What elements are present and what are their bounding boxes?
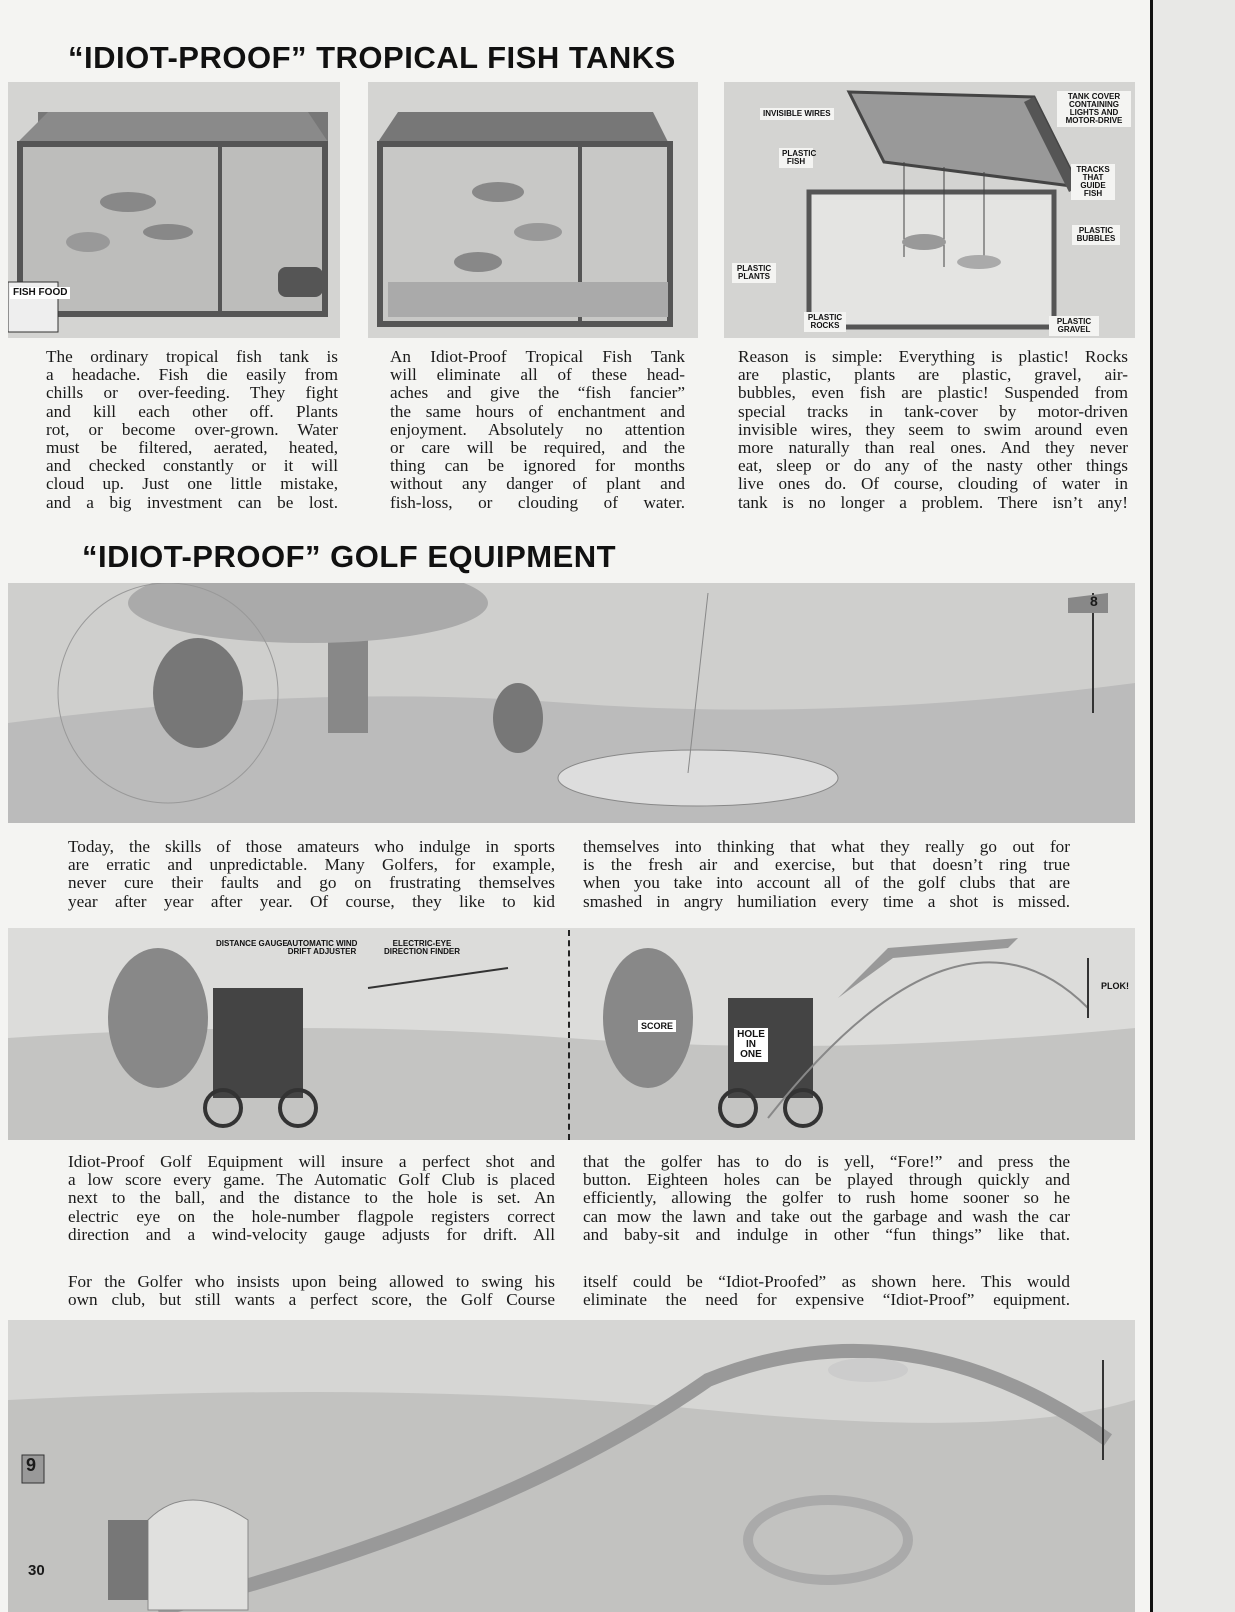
text-line: direction and a wind-velocity gauge adjusts for drift. All <box>68 1224 555 1244</box>
golf-text-3-col-1 <box>68 1273 555 1309</box>
text-line: Reason is simple: Everything is plastic! Rocks <box>738 347 1128 366</box>
text-line: the same hours of enchantment and <box>390 401 685 421</box>
plastic-plants-label: PLASTIC PLANTS <box>732 263 776 283</box>
text-line: that the golfer has to do is yell, “Fore!” and press the <box>583 1152 1070 1171</box>
text-line: invisible wires, they seem to swim around even <box>738 419 1128 439</box>
plastic-fish-tank-diagram <box>724 82 1135 338</box>
text-line: The ordinary tropical fish tank is <box>46 347 338 366</box>
text-line: next to the ball, and the distance to the hole is set. An <box>68 1188 555 1208</box>
golf-text-3-col-2 <box>583 1273 1070 1309</box>
text-line: can mow the lawn and take out the garbage and wash the car <box>583 1206 1070 1226</box>
text-line: must be filtered, aerated, heated, <box>46 438 338 458</box>
text-line: tank is no longer a problem. There isn’t any! <box>738 492 1128 512</box>
text-line: when you take into account all of the golf clubs that are <box>583 873 1070 893</box>
fish-section-title: “IDIOT-PROOF” TROPICAL FISH TANKS <box>68 40 676 75</box>
text-line: is the fresh air and exercise, but that doesn’t ring true <box>583 855 1070 875</box>
flag-number: 8 <box>1090 593 1098 609</box>
text-line: For the Golfer who insists upon being allowed to swing his <box>68 1272 555 1291</box>
text-line: and baby-sit and indulge in other “fun things” like that. <box>583 1224 1070 1244</box>
plastic-bubbles-label: PLASTIC BUBBLES <box>1072 225 1120 245</box>
text-line: are plastic, plants are plastic, gravel, air- <box>738 365 1128 385</box>
plok-sound-text: PLOK! <box>1101 981 1129 991</box>
electric-eye-label: ELECTRIC-EYE DIRECTION FINDER <box>384 939 460 956</box>
fish-text-col-3 <box>738 348 1128 512</box>
text-line: efficiently, allowing the golfer to rush home sooner so he <box>583 1188 1070 1208</box>
distance-gauge-label: DISTANCE GAUGE <box>216 939 288 948</box>
golf-text-2-col-2 <box>583 1153 1070 1244</box>
text-line: An Idiot-Proof Tropical Fish Tank <box>390 347 685 366</box>
text-line: fish-loss, or clouding of water. <box>390 492 685 512</box>
automatic-golf-club-illustration <box>8 928 1135 1140</box>
tracks-label: TRACKS THAT GUIDE FISH <box>1071 164 1115 200</box>
text-line: a headache. Fish die easily from <box>46 365 338 385</box>
hole-in-one-sign: HOLE IN ONE <box>734 1028 768 1062</box>
text-line: without any danger of plant and <box>390 474 685 494</box>
text-line: a low score every game. The Automatic Golf Club is placed <box>68 1170 555 1190</box>
wind-adjuster-label: AUTOMATIC WIND DRIFT ADJUSTER <box>286 939 358 956</box>
score-card-label: SCORE <box>638 1020 676 1032</box>
text-line: own club, but still wants a perfect score, the Golf Course <box>68 1290 555 1310</box>
invisible-wires-label: INVISIBLE WIRES <box>760 108 834 120</box>
text-line: are erratic and unpredictable. Many Golfers, for example, <box>68 855 555 875</box>
text-line: Idiot-Proof Golf Equipment will insure a perfect shot and <box>68 1152 555 1171</box>
golf-section-title: “IDIOT-PROOF” GOLF EQUIPMENT <box>82 539 617 574</box>
text-line: special tracks in tank-cover by motor-driven <box>738 401 1128 421</box>
text-line: never cure their faults and go on frustrating themselves <box>68 873 555 893</box>
text-line: thing can be ignored for months <box>390 456 685 476</box>
text-line: live ones do. Of course, clouding of water in <box>738 474 1128 494</box>
text-line: electric eye on the hole-number flagpole registers correct <box>68 1206 555 1226</box>
golfer-swing-illustration <box>8 583 1135 823</box>
text-line: rot, or become over-grown. Water <box>46 419 338 439</box>
text-line: eliminate the need for expensive “Idiot-Proof” equipment. <box>583 1290 1070 1310</box>
text-line: cloud up. Just one little mistake, <box>46 474 338 494</box>
text-line: enjoyment. Absolutely no attention <box>390 419 685 439</box>
text-line: aches and give the “fish fancier” <box>390 383 685 403</box>
plastic-fish-label: PLASTIC FISH <box>779 148 813 168</box>
scan-edge <box>1150 0 1235 1612</box>
plastic-gravel-label: PLASTIC GRAVEL <box>1049 316 1099 336</box>
text-line: Today, the skills of those amateurs who indulge in sports <box>68 837 555 856</box>
text-line: chills or over-feeding. They fight <box>46 383 338 403</box>
plastic-rocks-label: PLASTIC ROCKS <box>804 312 846 332</box>
golf-text-1-col-1 <box>68 838 555 911</box>
text-line: more naturally than real ones. And they never <box>738 438 1128 458</box>
fish-text-col-1 <box>46 348 338 512</box>
text-line: themselves into thinking that what they really go out for <box>583 837 1070 856</box>
text-line: bubbles, even fish are plastic! Suspended from <box>738 383 1128 403</box>
idiot-proof-golf-course-illustration <box>8 1320 1135 1612</box>
text-line: or care will be required, and the <box>390 438 685 458</box>
hole-sign-number: 9 <box>26 1455 37 1475</box>
panel-divider <box>568 930 570 1140</box>
idiot-proof-fish-tank-illustration <box>368 82 698 338</box>
fish-text-col-2 <box>390 348 685 512</box>
golf-text-1-col-2 <box>583 838 1070 911</box>
text-line: and checked constantly or it will <box>46 456 338 476</box>
text-line: button. Eighteen holes can be played through quickly and <box>583 1170 1070 1190</box>
text-line: and kill each other off. Plants <box>46 401 338 421</box>
text-line: eat, sleep or do any of the nasty other things <box>738 456 1128 476</box>
text-line: year after year after year. Of course, they like to kid <box>68 891 555 911</box>
fish-food-label: FISH FOOD <box>10 287 70 299</box>
tank-cover-label: TANK COVER CONTAINING LIGHTS AND MOTOR-DRIVE <box>1057 91 1131 127</box>
text-line: smashed in angry humiliation every time a shot is missed. <box>583 891 1070 911</box>
text-line: and a big investment can be lost. <box>46 492 338 512</box>
text-line: itself could be “Idiot-Proofed” as shown here. This would <box>583 1272 1070 1291</box>
golf-text-2-col-1 <box>68 1153 555 1244</box>
text-line: will eliminate all of these head- <box>390 365 685 385</box>
ordinary-fish-tank-illustration <box>8 82 340 338</box>
page-number: 30 <box>28 1562 45 1579</box>
